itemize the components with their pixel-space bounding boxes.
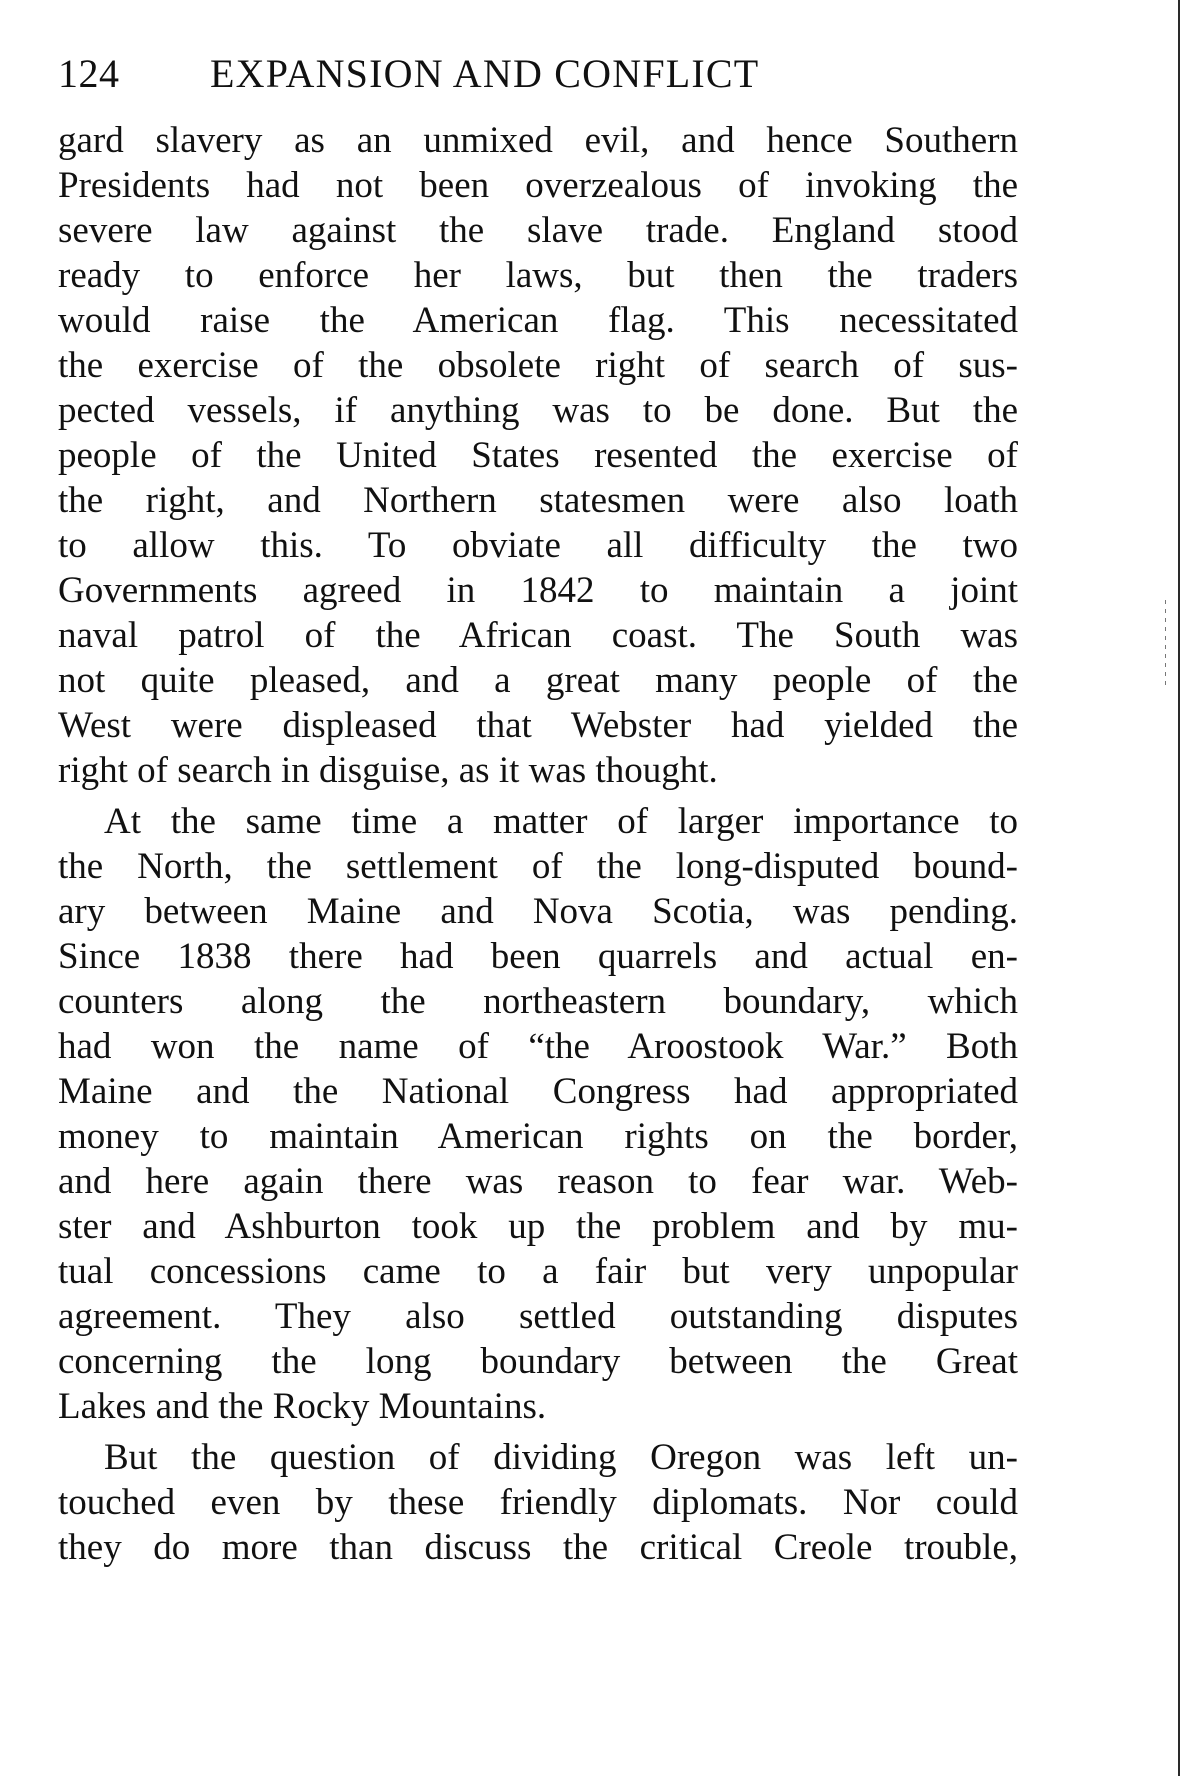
text-line: the right, and Northern statesmen were also loath — [58, 480, 1018, 521]
text-line: had won the name of “the Aroostook War.” Both — [58, 1026, 1018, 1067]
text-line: gard slavery as an unmixed evil, and hence Southern — [58, 120, 1018, 161]
text-line: Presidents had not been overzealous of invoking the — [58, 165, 1018, 206]
text-line: Lakes and the Rocky Mountains. — [58, 1386, 547, 1427]
text-line: not quite pleased, and a great many people of the — [58, 660, 1018, 701]
text-line: would raise the American flag. This necessitated — [58, 300, 1018, 341]
text-line: ary between Maine and Nova Scotia, was pending. — [58, 891, 1018, 932]
text-line: the exercise of the obsolete right of search of sus- — [58, 345, 1018, 386]
text-line: concerning the long boundary between the Great — [58, 1341, 1018, 1382]
text-line: and here again there was reason to fear war. Web- — [58, 1161, 1018, 1202]
text-line: Since 1838 there had been quarrels and actual en- — [58, 936, 1018, 977]
text-line: money to maintain American rights on the border, — [58, 1116, 1018, 1157]
text-line: ster and Ashburton took up the problem and by mu- — [58, 1206, 1018, 1247]
text-line: At the same time a matter of larger importance to — [104, 801, 1018, 842]
running-header — [58, 44, 1018, 104]
paragraph — [58, 1435, 1018, 1570]
text-line: naval patrol of the African coast. The South was — [58, 615, 1018, 656]
text-line: Governments agreed in 1842 to maintain a joint — [58, 570, 1018, 611]
text-line: to allow this. To obviate all difficulty the two — [58, 525, 1018, 566]
text-line: But the question of dividing Oregon was left un- — [104, 1437, 1018, 1478]
page-number: 124 — [58, 51, 120, 96]
body-text — [58, 118, 1018, 1570]
text-line: counters along the northeastern boundary, which — [58, 981, 1018, 1022]
binding-edge — [1178, 0, 1180, 1776]
paragraph — [58, 799, 1018, 1429]
text-line: touched even by these friendly diplomats. Nor could — [58, 1482, 1018, 1523]
text-line: Maine and the National Congress had appropriated — [58, 1071, 1018, 1112]
text-line: ready to enforce her laws, but then the traders — [58, 255, 1018, 296]
running-title: EXPANSION AND CONFLICT — [210, 51, 760, 96]
text-line: they do more than discuss the critical Creole trouble, — [58, 1527, 1018, 1568]
paragraph — [58, 118, 1018, 793]
text-line: people of the United States resented the exercise of — [58, 435, 1018, 476]
binding-edge-mark — [1165, 600, 1166, 690]
text-line: pected vessels, if anything was to be done. But the — [58, 390, 1018, 431]
text-line: the North, the settlement of the long-disputed bound- — [58, 846, 1018, 887]
text-line: right of search in disguise, as it was thought. — [58, 750, 718, 791]
text-line: tual concessions came to a fair but very unpopular — [58, 1251, 1018, 1292]
text-line: severe law against the slave trade. England stood — [58, 210, 1018, 251]
text-line: agreement. They also settled outstanding disputes — [58, 1296, 1018, 1337]
text-line: West were displeased that Webster had yielded the — [58, 705, 1018, 746]
